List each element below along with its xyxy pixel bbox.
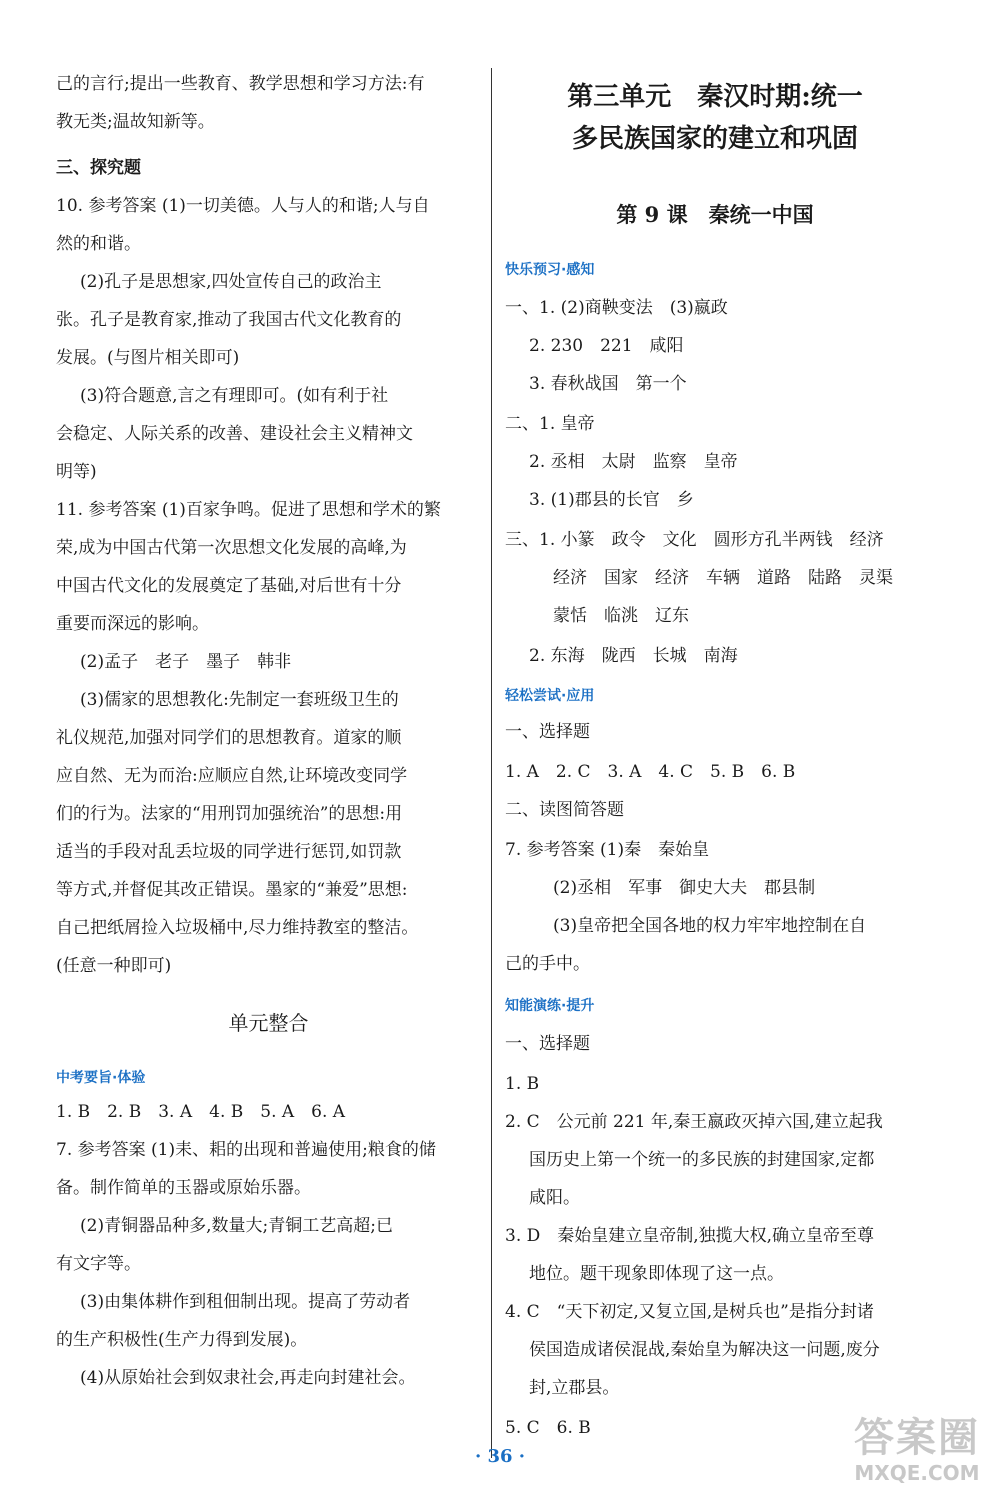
answer-10: 10. 参考答案 (1)一切美德。人与人的和谐;人与自 — [56, 196, 430, 216]
text-line: 会稳定、人际关系的改善、建设社会主义精神文 — [56, 424, 413, 444]
text-line: 重要而深远的影响。 — [56, 614, 209, 634]
text-line: 应自然、无为而治:应顺应自然,让环境改变同学 — [56, 766, 408, 786]
text-line: (4)从原始社会到奴隶社会,再走向封建社会。 — [80, 1368, 416, 1388]
text-line: 经济 国家 经济 车辆 道路 陆路 灵渠 — [553, 568, 893, 588]
text-line: 2. 230 221 咸阳 — [529, 336, 684, 356]
text-line: 们的行为。法家的“用刑罚加强统治”的思想:用 — [56, 804, 403, 824]
text-line: 侯国造成诸侯混战,秦始皇为解决这一问题,废分 — [529, 1340, 880, 1360]
text-line: 教无类;温故知新等。 — [56, 112, 215, 132]
text-line: 封,立郡县。 — [529, 1378, 620, 1398]
text-line: (3)儒家的思想教化:先制定一套班级卫生的 — [80, 690, 399, 710]
answer-3: 3. D 秦始皇建立皇帝制,独揽大权,确立皇帝至尊 — [505, 1226, 875, 1246]
text-line: 有文字等。 — [56, 1254, 141, 1274]
text-line: 咸阳。 — [529, 1188, 580, 1208]
text-line: (任意一种即可) — [56, 956, 172, 976]
text-line: 适当的手段对乱丢垃圾的同学进行惩罚,如罚款 — [56, 842, 402, 862]
text-line: 二、1. 皇帝 — [505, 414, 595, 434]
lesson-title: 第 9 课 秦统一中国 — [616, 202, 814, 227]
section-heading: 一、选择题 — [505, 722, 590, 742]
text-line: 己的言行;提出一些教育、教学思想和学习方法:有 — [56, 74, 425, 94]
answer-7: 7. 参考答案 (1)秦 秦始皇 — [505, 840, 710, 860]
text-line: 国历史上第一个统一的多民族的封建国家,定都 — [529, 1150, 875, 1170]
text-line: 中国古代文化的发展奠定了基础,对后世有十分 — [56, 576, 402, 596]
text-line: (3)由集体耕作到租佃制出现。提高了劳动者 — [80, 1292, 411, 1312]
text-line: 1. B — [505, 1074, 540, 1094]
text-line: 明等) — [56, 462, 97, 482]
text-line: (2)青铜器品种多,数量大;青铜工艺高超;已 — [80, 1216, 393, 1236]
watermark-url: MXQE.COM — [854, 1461, 980, 1485]
text-line: 自己把纸屑捡入垃圾桶中,尽力维持教室的整洁。 — [56, 918, 419, 938]
watermark — [842, 1415, 992, 1495]
text-line: 地位。题干现象即体现了这一点。 — [529, 1264, 784, 1284]
text-line: 蒙恬 临洮 辽东 — [553, 606, 689, 626]
text-line: 等方式,并督促其改正错误。墨家的“兼爱”思想: — [56, 880, 408, 900]
text-line: 3. (1)郡县的长官 乡 — [529, 490, 694, 510]
section-label-try: 轻松尝试·应用 — [505, 688, 595, 704]
text-line: 2. 丞相 太尉 监察 皇帝 — [529, 452, 738, 472]
answer-4: 4. C “天下初定,又复立国,是树兵也”是指分封诸 — [505, 1302, 874, 1322]
text-line: 三、1. 小篆 政令 文化 圆形方孔半两钱 经济 — [505, 530, 884, 550]
text-line: 然的和谐。 — [56, 234, 141, 254]
answer-7: 7. 参考答案 (1)耒、耜的出现和普遍使用;粮食的储 — [56, 1140, 436, 1160]
text-line: (2)孔子是思想家,四处宣传自己的政治主 — [80, 272, 382, 292]
unit-title-line1: 第三单元 秦汉时期:统一 — [567, 82, 863, 112]
text-line: 备。制作简单的玉器或原始乐器。 — [56, 1178, 311, 1198]
text-line: 的生产积极性(生产力得到发展)。 — [56, 1330, 308, 1350]
text-line: (3)皇帝把全国各地的权力牢牢地控制在自 — [553, 916, 867, 936]
section-heading: 一、选择题 — [505, 1034, 590, 1054]
unit-summary-title: 单元整合 — [228, 1011, 309, 1035]
answer-choices: 1. B 2. B 3. A 4. B 5. A 6. A — [56, 1102, 346, 1122]
text-line: 发展。(与图片相关即可) — [56, 348, 240, 368]
text-line: (2)丞相 军事 御史大夫 郡县制 — [553, 878, 816, 898]
watermark-logo-text: 答案圈 — [854, 1415, 980, 1461]
text-line: (2)孟子 老子 墨子 韩非 — [80, 652, 292, 672]
text-line: 礼仪规范,加强对同学们的思想教育。道家的顺 — [56, 728, 402, 748]
text-line: (3)符合题意,言之有理即可。(如有利于社 — [80, 386, 389, 406]
section-label-practice: 知能演练·提升 — [505, 998, 595, 1014]
section-label-zhongkao: 中考要旨·体验 — [56, 1070, 146, 1086]
page-number: · 36 · — [474, 1446, 526, 1467]
text-line: 荣,成为中国古代第一次思想文化发展的高峰,为 — [56, 538, 407, 558]
answer-11: 11. 参考答案 (1)百家争鸣。促进了思想和学术的繁 — [56, 500, 441, 520]
answer-5-6: 5. C 6. B — [505, 1418, 591, 1438]
section-heading: 二、读图简答题 — [505, 800, 624, 820]
text-line: 3. 春秋战国 第一个 — [529, 374, 687, 394]
column-divider — [491, 68, 492, 1458]
text-line: 己的手中。 — [505, 954, 590, 974]
answer-choices: 1. A 2. C 3. A 4. C 5. B 6. B — [505, 762, 796, 782]
text-line: 2. 东海 陇西 长城 南海 — [529, 646, 738, 666]
section-heading: 三、探究题 — [56, 158, 141, 178]
text-line: 一、1. (2)商鞅变法 (3)嬴政 — [505, 298, 728, 318]
section-label-preview: 快乐预习·感知 — [505, 262, 595, 278]
text-line: 张。孔子是教育家,推动了我国古代文化教育的 — [56, 310, 402, 330]
unit-title-line2: 多民族国家的建立和巩固 — [571, 124, 858, 154]
answer-2: 2. C 公元前 221 年,秦王嬴政灭掉六国,建立起我 — [505, 1112, 883, 1132]
